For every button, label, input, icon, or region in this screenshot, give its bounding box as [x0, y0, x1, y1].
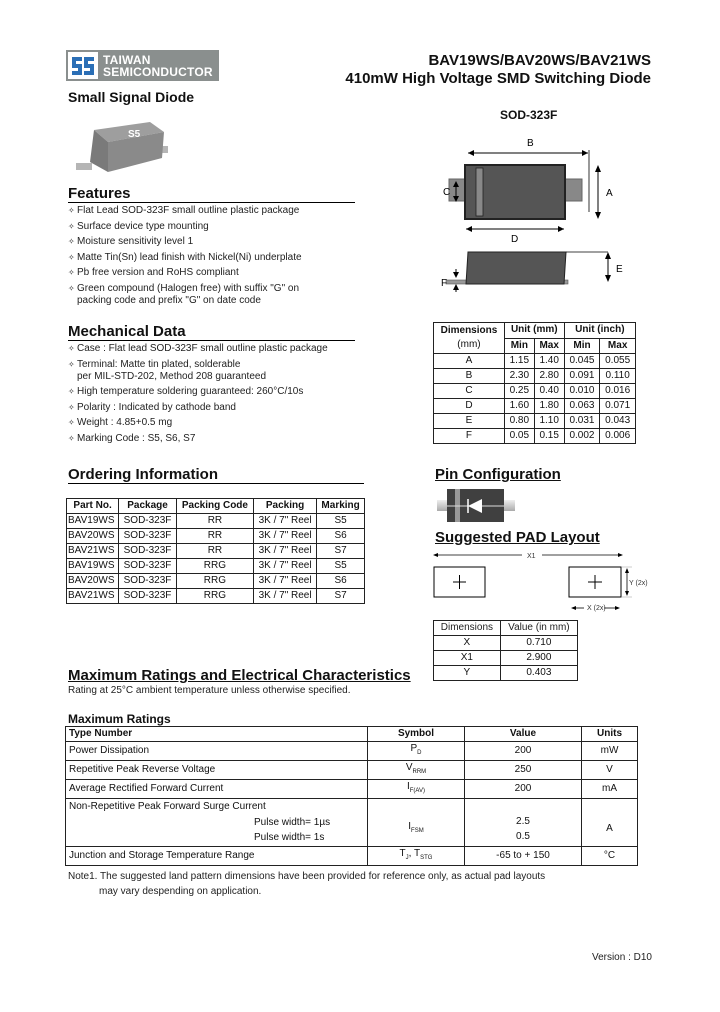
table-row [434, 354, 636, 369]
table-cell: Value [465, 727, 582, 742]
svg-text:E: E [616, 264, 623, 275]
table-row [67, 544, 365, 559]
table-cell: 3K / 7" Reel [253, 529, 316, 544]
table-cell: A [434, 354, 505, 369]
mechanical-item: ✧ High temperature soldering guaranteed: 260°C/10s [68, 386, 304, 398]
table-cell: 3K / 7" Reel [253, 514, 316, 529]
table-cell: X1 [434, 651, 501, 666]
unit-inch-header: Unit (inch) [564, 323, 635, 339]
diamond-bullet-icon: ✧ [68, 221, 75, 231]
table-cell: Package [119, 499, 177, 514]
svg-text:D: D [511, 234, 519, 245]
table-row [434, 429, 636, 444]
table-cell: 1.40 [534, 354, 564, 369]
ratings-condition: Rating at 25°C ambient temperature unless otherwise specified. [68, 685, 351, 696]
table-cell: 200 [465, 780, 582, 799]
table-cell: BAV19WS [67, 559, 119, 574]
table-cell: Min [504, 338, 534, 354]
package-photo [72, 118, 182, 183]
table-row [434, 384, 636, 399]
pin-config-heading: Pin Configuration [435, 466, 561, 483]
mechanical-item: ✧ Terminal: Matte tin plated, solderable per MIL-STD-202, Method 208 guaranteed [68, 358, 266, 382]
table-row [434, 636, 578, 651]
x1-label: X1 [527, 553, 536, 560]
table-cell: F [434, 429, 505, 444]
product-description: 410mW High Voltage SMD Switching Diode [345, 70, 651, 87]
table-cell: SOD-323F [119, 589, 177, 604]
feature-item: ✧ Surface device type mounting [68, 220, 209, 232]
diamond-bullet-icon: ✧ [68, 283, 75, 293]
table-cell: 3K / 7" Reel [253, 544, 316, 559]
table-cell: BAV20WS [67, 529, 119, 544]
table-cell: Power Dissipation [66, 742, 368, 761]
table-cell: mA [582, 780, 638, 799]
table-cell: 0.045 [564, 354, 600, 369]
table-cell: 0.063 [564, 399, 600, 414]
table-cell: BAV19WS [67, 514, 119, 529]
table-row [66, 761, 638, 780]
features-heading: Features [68, 185, 355, 203]
package-label: SOD-323F [500, 108, 558, 122]
table-cell: S7 [317, 544, 365, 559]
svg-text:F: F [441, 278, 448, 289]
table-row [434, 369, 636, 384]
mechanical-section [68, 323, 355, 449]
diamond-bullet-icon: ✧ [68, 344, 75, 353]
table-cell: 2.30 [504, 369, 534, 384]
table-cell: Dimensions [434, 621, 501, 636]
dimensions-table [433, 322, 636, 444]
table-cell: 0.15 [534, 429, 564, 444]
table-cell: Repetitive Peak Reverse Voltage [66, 761, 368, 780]
product-category: Small Signal Diode [68, 89, 195, 105]
table-cell: 0.110 [600, 369, 636, 384]
mechanical-item: ✧ Weight : 4.85+0.5 mg [68, 417, 173, 429]
mechanical-item: ✧ Polarity : Indicated by cathode band [68, 401, 236, 413]
table-cell: B [434, 369, 505, 384]
ratings-heading: Maximum Ratings and Electrical Characteristics [68, 667, 411, 684]
table-cell: SOD-323F [119, 514, 177, 529]
table-cell: Type Number [66, 727, 368, 742]
max-ratings-table [65, 726, 638, 866]
ts-logo-icon [68, 52, 98, 79]
diamond-bullet-icon: ✧ [68, 206, 75, 215]
table-cell: RR [176, 544, 253, 559]
diamond-bullet-icon: ✧ [68, 387, 75, 397]
footnote-line1: Note1. The suggested land pattern dimensions have been provided for reference only, as actual pad layouts [68, 871, 546, 882]
diamond-bullet-icon: ✧ [68, 359, 75, 369]
table-cell: A [582, 799, 638, 847]
table-cell: S6 [317, 574, 365, 589]
table-cell: 2.5 0.5 [465, 799, 582, 847]
table-cell: Non-Repetitive Peak Forward Surge Current Pulse width= 1µs Pulse width= 1s [66, 799, 368, 847]
table-row [67, 559, 365, 574]
table-cell: RR [176, 514, 253, 529]
diamond-bullet-icon: ✧ [68, 252, 75, 262]
table-cell: RRG [176, 574, 253, 589]
table-cell: Packing Code [176, 499, 253, 514]
table-cell: D [434, 399, 505, 414]
table-cell: 0.25 [504, 384, 534, 399]
table-cell: 3K / 7" Reel [253, 589, 316, 604]
table-cell: 0.010 [564, 384, 600, 399]
pad-dimensions-table [433, 620, 578, 681]
table-row [67, 514, 365, 529]
svg-text:S5: S5 [128, 129, 141, 140]
table-cell: 0.80 [504, 414, 534, 429]
table-cell: S6 [317, 529, 365, 544]
table-cell: 0.006 [600, 429, 636, 444]
table-cell: 0.043 [600, 414, 636, 429]
table-cell: mW [582, 742, 638, 761]
pad-layout-drawing [432, 550, 652, 620]
table-cell: °C [582, 846, 638, 865]
table-cell: BAV20WS [67, 574, 119, 589]
svg-text:C: C [443, 187, 451, 198]
ordering-table [66, 498, 365, 604]
diamond-bullet-icon: ✧ [68, 433, 75, 443]
table-cell: 2.80 [534, 369, 564, 384]
package-drawing [430, 132, 630, 297]
table-cell: SOD-323F [119, 559, 177, 574]
table-cell: Y [434, 666, 501, 681]
table-cell: RRG [176, 559, 253, 574]
table-cell: 0.002 [564, 429, 600, 444]
table-cell: 2.900 [500, 651, 577, 666]
table-cell: Packing [253, 499, 316, 514]
table-row [66, 780, 638, 799]
table-cell: RRG [176, 589, 253, 604]
table-cell: X [434, 636, 501, 651]
mechanical-list [68, 343, 355, 445]
feature-item: ✧ Flat Lead SOD-323F small outline plastic package [68, 205, 300, 216]
footnote [68, 869, 545, 899]
mechanical-item: ✧ Case : Flat lead SOD-323F small outline plastic package [68, 343, 328, 354]
svg-text:X (2x): X (2x) [587, 605, 606, 612]
table-cell: BAV21WS [67, 544, 119, 559]
feature-item: ✧ Green compound (Halogen free) with suffix "G" on packing code and prefix "G" on date code [68, 282, 300, 306]
table-cell: 1.15 [504, 354, 534, 369]
table-cell: 0.40 [534, 384, 564, 399]
table-cell: 0.05 [504, 429, 534, 444]
table-row [67, 529, 365, 544]
table-row [434, 414, 636, 429]
feature-item: ✧ Matte Tin(Sn) lead finish with Nickel(Ni) underplate [68, 251, 302, 263]
pad-layout-heading: Suggested PAD Layout [435, 529, 600, 546]
table-row [434, 651, 578, 666]
table-row [66, 742, 638, 761]
table-row [434, 399, 636, 414]
table-cell: 0.403 [500, 666, 577, 681]
table-row [67, 589, 365, 604]
dim-label-b: B [527, 138, 534, 149]
table-cell: S7 [317, 589, 365, 604]
table-cell: 0.055 [600, 354, 636, 369]
table-cell: 1.80 [534, 399, 564, 414]
table-row [434, 666, 578, 681]
table-cell: 3K / 7" Reel [253, 559, 316, 574]
table-cell: 1.10 [534, 414, 564, 429]
table-cell: 0.016 [600, 384, 636, 399]
table-cell: $I_{FSM}$ [368, 799, 465, 847]
dim-header: Dimensions (mm) [434, 323, 505, 354]
company-logo [66, 50, 219, 81]
table-cell: 0.031 [564, 414, 600, 429]
table-cell: $T_J$, $T_{STG}$ [368, 846, 465, 865]
diamond-bullet-icon: ✧ [68, 418, 75, 428]
feature-item: ✧ Pb free version and RoHS compliant [68, 267, 239, 279]
diode-symbol-icon [437, 488, 519, 529]
part-number-title: BAV19WS/BAV20WS/BAV21WS [428, 52, 651, 69]
table-cell: Junction and Storage Temperature Range [66, 846, 368, 865]
table-cell: V [582, 761, 638, 780]
max-ratings-subheading: Maximum Ratings [68, 712, 171, 726]
logo-text [103, 54, 213, 78]
mechanical-heading: Mechanical Data [68, 323, 355, 341]
table-cell: SOD-323F [119, 544, 177, 559]
table-cell: Max [534, 338, 564, 354]
table-cell: $I_{F(AV)}$ [368, 780, 465, 799]
table-cell: Value (in mm) [500, 621, 577, 636]
table-cell: Symbol [368, 727, 465, 742]
table-cell: Units [582, 727, 638, 742]
table-cell: S5 [317, 559, 365, 574]
table-cell: Max [600, 338, 636, 354]
table-cell: $P_D$ [368, 742, 465, 761]
diamond-bullet-icon: ✧ [68, 402, 75, 412]
table-cell: 250 [465, 761, 582, 780]
version-label: Version : D10 [591, 952, 652, 963]
features-list [68, 205, 355, 307]
unit-mm-header: Unit (mm) [504, 323, 564, 339]
diamond-bullet-icon: ✧ [68, 237, 75, 247]
logo-line1: TAIWAN [103, 52, 151, 67]
table-cell: -65 to + 150 [465, 846, 582, 865]
table-cell: Part No. [67, 499, 119, 514]
table-cell: 1.60 [504, 399, 534, 414]
table-cell: RR [176, 529, 253, 544]
table-cell: Average Rectified Forward Current [66, 780, 368, 799]
table-cell: $V_{RRM}$ [368, 761, 465, 780]
table-cell: BAV21WS [67, 589, 119, 604]
footnote-line2: may vary despending on application. [99, 886, 262, 897]
table-row [67, 574, 365, 589]
table-cell: 0.091 [564, 369, 600, 384]
table-cell: S5 [317, 514, 365, 529]
feature-item: ✧ Moisture sensitivity level 1 [68, 236, 194, 248]
table-cell: Min [564, 338, 600, 354]
table-cell: 0.710 [500, 636, 577, 651]
ordering-heading: Ordering Information [68, 466, 364, 484]
svg-text:A: A [606, 188, 613, 199]
table-cell: SOD-323F [119, 574, 177, 589]
logo-line2: SEMICONDUCTOR [103, 64, 213, 79]
mechanical-item: ✧ Marking Code : S5, S6, S7 [68, 432, 196, 444]
table-cell: E [434, 414, 505, 429]
svg-text:Y (2x): Y (2x) [629, 580, 648, 587]
table-row [66, 846, 638, 865]
table-cell: 0.071 [600, 399, 636, 414]
table-cell: C [434, 384, 505, 399]
table-cell: 200 [465, 742, 582, 761]
table-cell: Marking [317, 499, 365, 514]
table-cell: 3K / 7" Reel [253, 574, 316, 589]
diamond-bullet-icon: ✧ [68, 268, 75, 278]
table-cell: SOD-323F [119, 529, 177, 544]
features-section [68, 185, 355, 311]
table-row [66, 799, 638, 847]
